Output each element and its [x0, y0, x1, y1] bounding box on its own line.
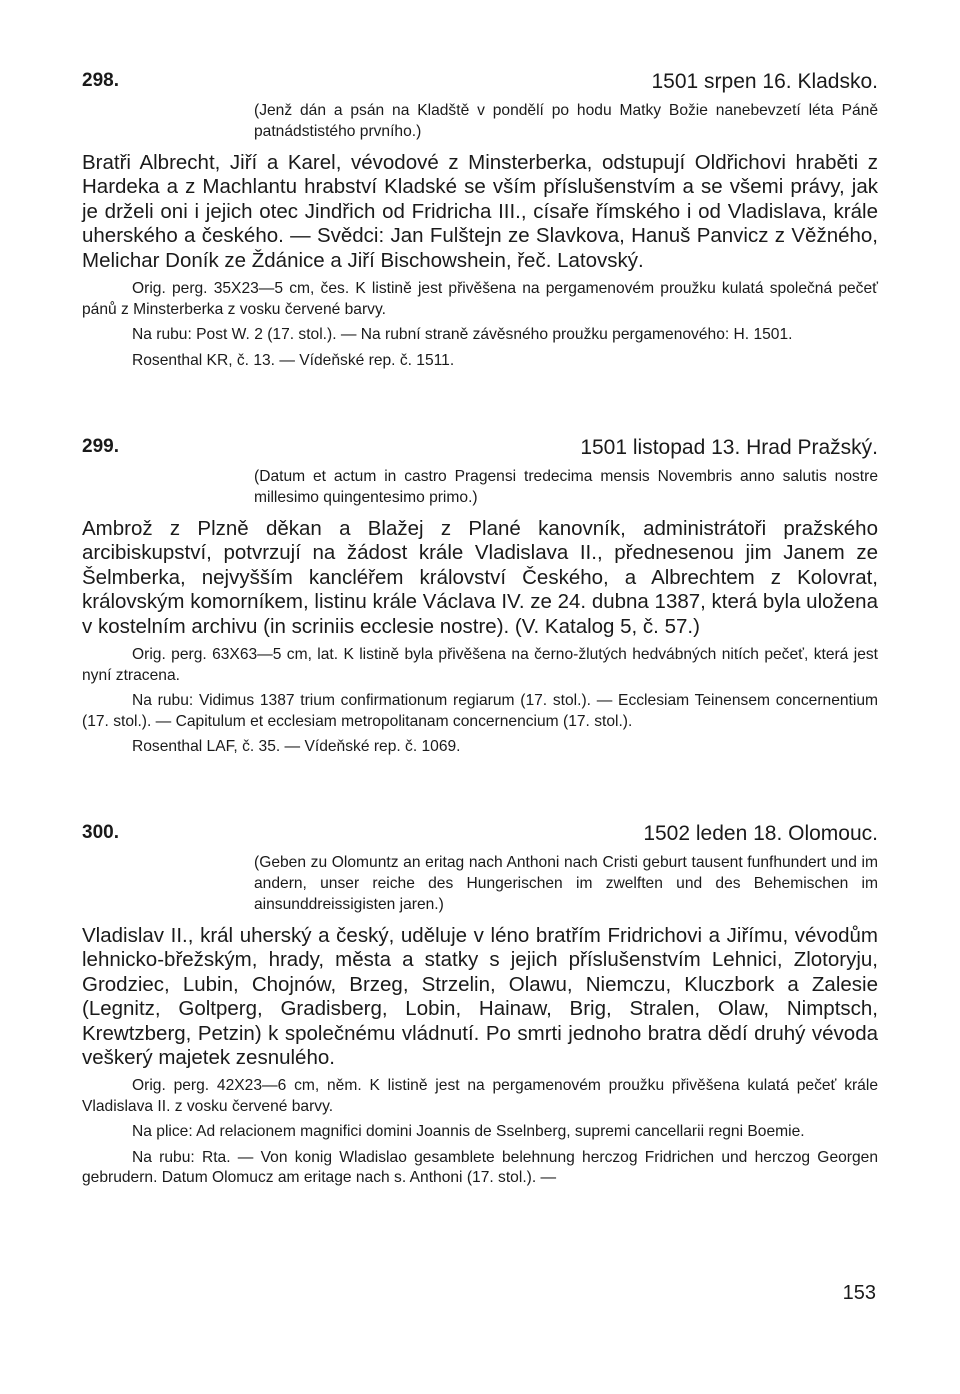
apparatus-line: Orig. perg. 35X23—5 cm, čes. K listině jest přivěšena na pergamenovém proužku kulatá společná pečeť pánů z Minsterberka z vosku červené barvy.	[82, 280, 878, 318]
entry-300	[82, 822, 878, 1194]
entry-summary: Vladislav II., král uherský a český, uděluje v léno bratřím Fridrichovi a Jiřímu, vévodům lehnicko-břežským, hrady, města a statky s jejich příslušenstvím Lehnici, Zlotoryju, Grodziec, Lubin, Chojnów, Brzeg, Strzelin, Olawu, Niemczu, Kluczbork a Zalesie (Legnitz, Goltperg, Gradisberg, Lobin, Hainaw, Brig, Stralen, Olaw, Nimptsch, Krewtzberg, Petzin) k společnému vládnutí. Po smrti jednoho bratra dědí druhý vévoda veškerý majetek zesnulého.	[82, 924, 878, 1070]
entry-header	[82, 822, 878, 852]
apparatus-line: Rosenthal KR, č. 13. — Vídeňské rep. č. 1511.	[132, 351, 455, 369]
entry-apparatus	[82, 279, 878, 371]
entry-header	[82, 436, 878, 466]
entry-number: 298.	[82, 70, 119, 91]
entry-apparatus	[82, 1076, 878, 1189]
apparatus-line: Rosenthal LAF, č. 35. — Vídeňské rep. č. 1069.	[132, 738, 461, 756]
entry-apparatus	[82, 645, 878, 758]
apparatus-line: Na rubu: Vidimus 1387 trium confirmationum regiarum (17. stol.). — Ecclesiam Teinensem concernentium (17. stol.). — Capitulum et ecclesiam metropolitanam concernencium (17. stol.).	[82, 692, 878, 730]
entry-dating-clause: (Geben zu Olomuntz an eritag nach Anthoni nach Cristi geburt tausent funfhundert und im andern, unser reiche des Hungerischen im zwelften und des Behemischen im ainsunddreissigisten jaren.)	[254, 854, 878, 913]
entry-date-place: 1502 leden 18. Olomouc.	[643, 822, 878, 845]
entry-dating-clause: (Datum et actum in castro Pragensi tredecima mensis Novembris anno salutis nostre millesimo quingentesimo primo.)	[254, 468, 878, 506]
entry-header	[82, 70, 878, 100]
entry-summary: Ambrož z Plzně děkan a Blažej z Plané kanovník, administrátoři pražského arcibiskupství, potvrzují na žádost krále Vladislava II., přednesenou jim Janem ze Šelmberka, nejvyšším kancléřem království Českého, a Albrechtem z Kolovrat, královským komorníkem, listinu krále Václava IV. ze 24. dubna 1387, která byla uložena v kostelním archivu (in scriniis ecclesie nostre). (V. Katalog 5, č. 57.)	[82, 517, 878, 638]
entry-299	[82, 436, 878, 763]
entry-298	[82, 70, 878, 376]
apparatus-line: Orig. perg. 63X63—5 cm, lat. K listině byla přivěšena na černo-žlutých hedvábných nitích pečeť, která jest nyní ztracena.	[82, 646, 878, 684]
entry-date-place: 1501 srpen 16. Kladsko.	[651, 70, 878, 93]
apparatus-line: Na rubu: Rta. — Von konig Wladislao gesamblete belehnung herczog Fridrichen und herczog Georgen gebrudern. Datum Olomucz am eritage nach s. Anthoni (17. stol.). —	[82, 1148, 878, 1187]
apparatus-line: Na rubu: Post W. 2 (17. stol.). — Na rubní straně závěsného proužku pergamenového: H. 1501.	[132, 326, 793, 344]
entry-number: 299.	[82, 436, 119, 457]
page-number: 153	[842, 1282, 876, 1304]
apparatus-line: Na plice: Ad relacionem magnifici domini Joannis de Sselnberg, supremi cancellarii regni Boemie.	[132, 1123, 805, 1141]
apparatus-line: Orig. perg. 42X23—6 cm, něm. K listině jest na pergamenovém proužku přivěšena kulatá pečeť krále Vladislava II. z vosku červené barvy.	[82, 1077, 878, 1115]
entry-date-place: 1501 listopad 13. Hrad Pražský.	[580, 436, 878, 459]
entry-dating-clause: (Jenž dán a psán na Kladště v pondělí po hodu Matky Božie nanebevzetí léta Páně patnádstistého prvního.)	[254, 102, 878, 140]
entry-number: 300.	[82, 822, 119, 843]
entry-summary: Bratři Albrecht, Jiří a Karel, vévodové z Minsterberka, odstupují Oldřichovi hraběti z Hardeka a z Machlantu hrabství Kladské se vším příslušenstvím a se všemi právy, jak je drželi oni i jejich otec Jindřich od Fridricha III., císaře římského i od Vladislava, krále uherského a českého. — Svědci: Jan Fulštejn ze Slavkova, Hanuš Panvicz z Věžného, Melichar Doník ze Ždánice a Jiří Bischowshein, řeč. Latovský.	[82, 151, 878, 272]
